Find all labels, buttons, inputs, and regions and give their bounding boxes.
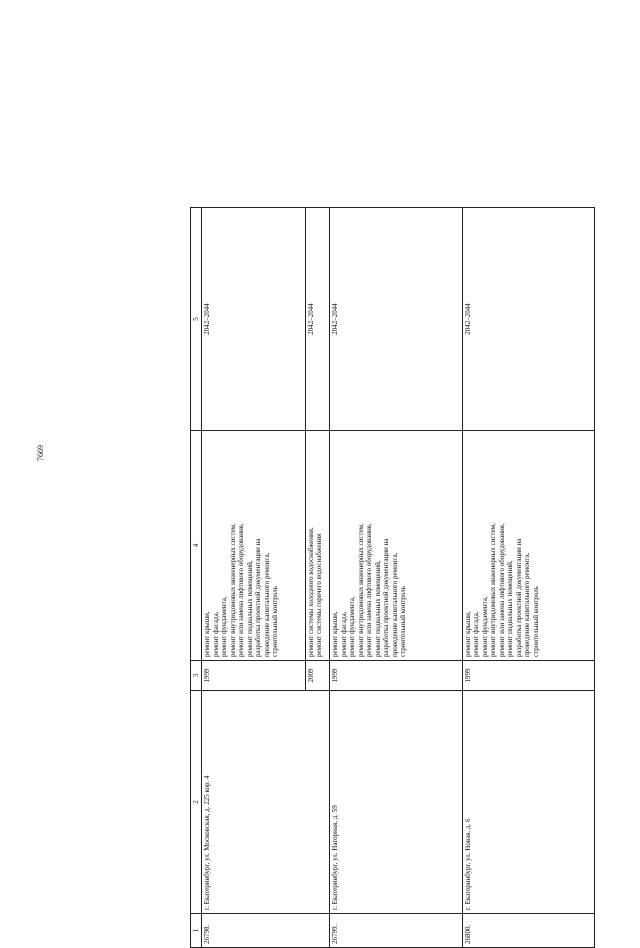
period-cell: 2042–2044 [330,208,462,431]
capital-repair-table [190,207,595,948]
work-line: ремонт системы горячего водоснабжения [315,533,324,657]
work-line: ремонт или замена лифтового оборудования, [497,523,506,657]
year-cell: 1999 [202,661,305,691]
work-line: ремонт фасада, [211,611,220,657]
work-line: ремонт крыши, [203,611,212,657]
work-line: ремонт крыши, [463,611,472,657]
work-line: проведение капитального ремонта, [262,552,271,657]
table-row [202,208,305,948]
works-cell [330,431,462,661]
column-header: 3 [191,661,202,691]
work-line: проведение капитального ремонта, [390,552,399,657]
table-row [462,208,594,948]
work-line: разработка проектной документации на [382,538,391,657]
column-header: 2 [191,691,202,914]
address-cell: г. Екатеринбург, ул. Московская, д. 225 кор. 4 [202,691,330,914]
work-line: разработка проектной документации на [514,538,523,657]
year-cell: 1999 [330,661,462,691]
work-line: ремонт фундамента, [220,596,229,657]
column-header: 4 [191,431,202,661]
period-cell: 2042–2044 [462,208,594,431]
work-line: ремонт фундамента, [480,596,489,657]
work-line: ремонт внутридомовых инженерных систем, [356,523,365,657]
work-line: ремонт фасада, [339,611,348,657]
work-line: ремонт или замена лифтового оборудования, [365,523,374,657]
work-line: строительный контроль [399,586,408,657]
work-line: ремонт подвальных помещений, [506,560,515,657]
work-line: ремонт подвальных помещений, [245,560,254,657]
column-header: 5 [191,208,202,431]
page-number: 7669 [36,445,45,461]
row-number: 26800. [462,914,594,948]
year-cell: 1999 [462,661,594,691]
period-cell: 2042–2044 [202,208,305,431]
address-cell: г. Екатеринбург, ул. Новая, д. 6 [462,691,594,914]
work-line: разработка проектной документации на [254,538,263,657]
work-line: ремонт внутридомовых инженерных систем, [489,523,498,657]
year-cell: 2009 [305,661,330,691]
work-line: ремонт или замена лифтового оборудования, [237,523,246,657]
work-line: ремонт системы холодного водоснабжения, [306,527,315,657]
address-cell: г. Екатеринбург, ул. Нагорная, д. 59 [330,691,462,914]
works-cell [462,431,594,661]
table-row [330,208,462,948]
work-line: ремонт крыши, [331,611,340,657]
work-line: ремонт внутридомовых инженерных систем, [228,523,237,657]
work-line: строительный контроль [271,586,280,657]
column-header: 1 [191,914,202,948]
row-number: 26799. [330,914,462,948]
period-cell: 2042–2044 [305,208,330,431]
row-number: 26798. [202,914,330,948]
work-line: ремонт подвальных помещений, [373,560,382,657]
works-cell [305,431,330,661]
works-cell [202,431,305,661]
work-line: проведение капитального ремонта, [523,552,532,657]
work-line: ремонт фасада, [472,611,481,657]
work-line: ремонт фундамента, [348,596,357,657]
work-line: строительный контроль [531,586,540,657]
table-header-row [191,208,202,948]
